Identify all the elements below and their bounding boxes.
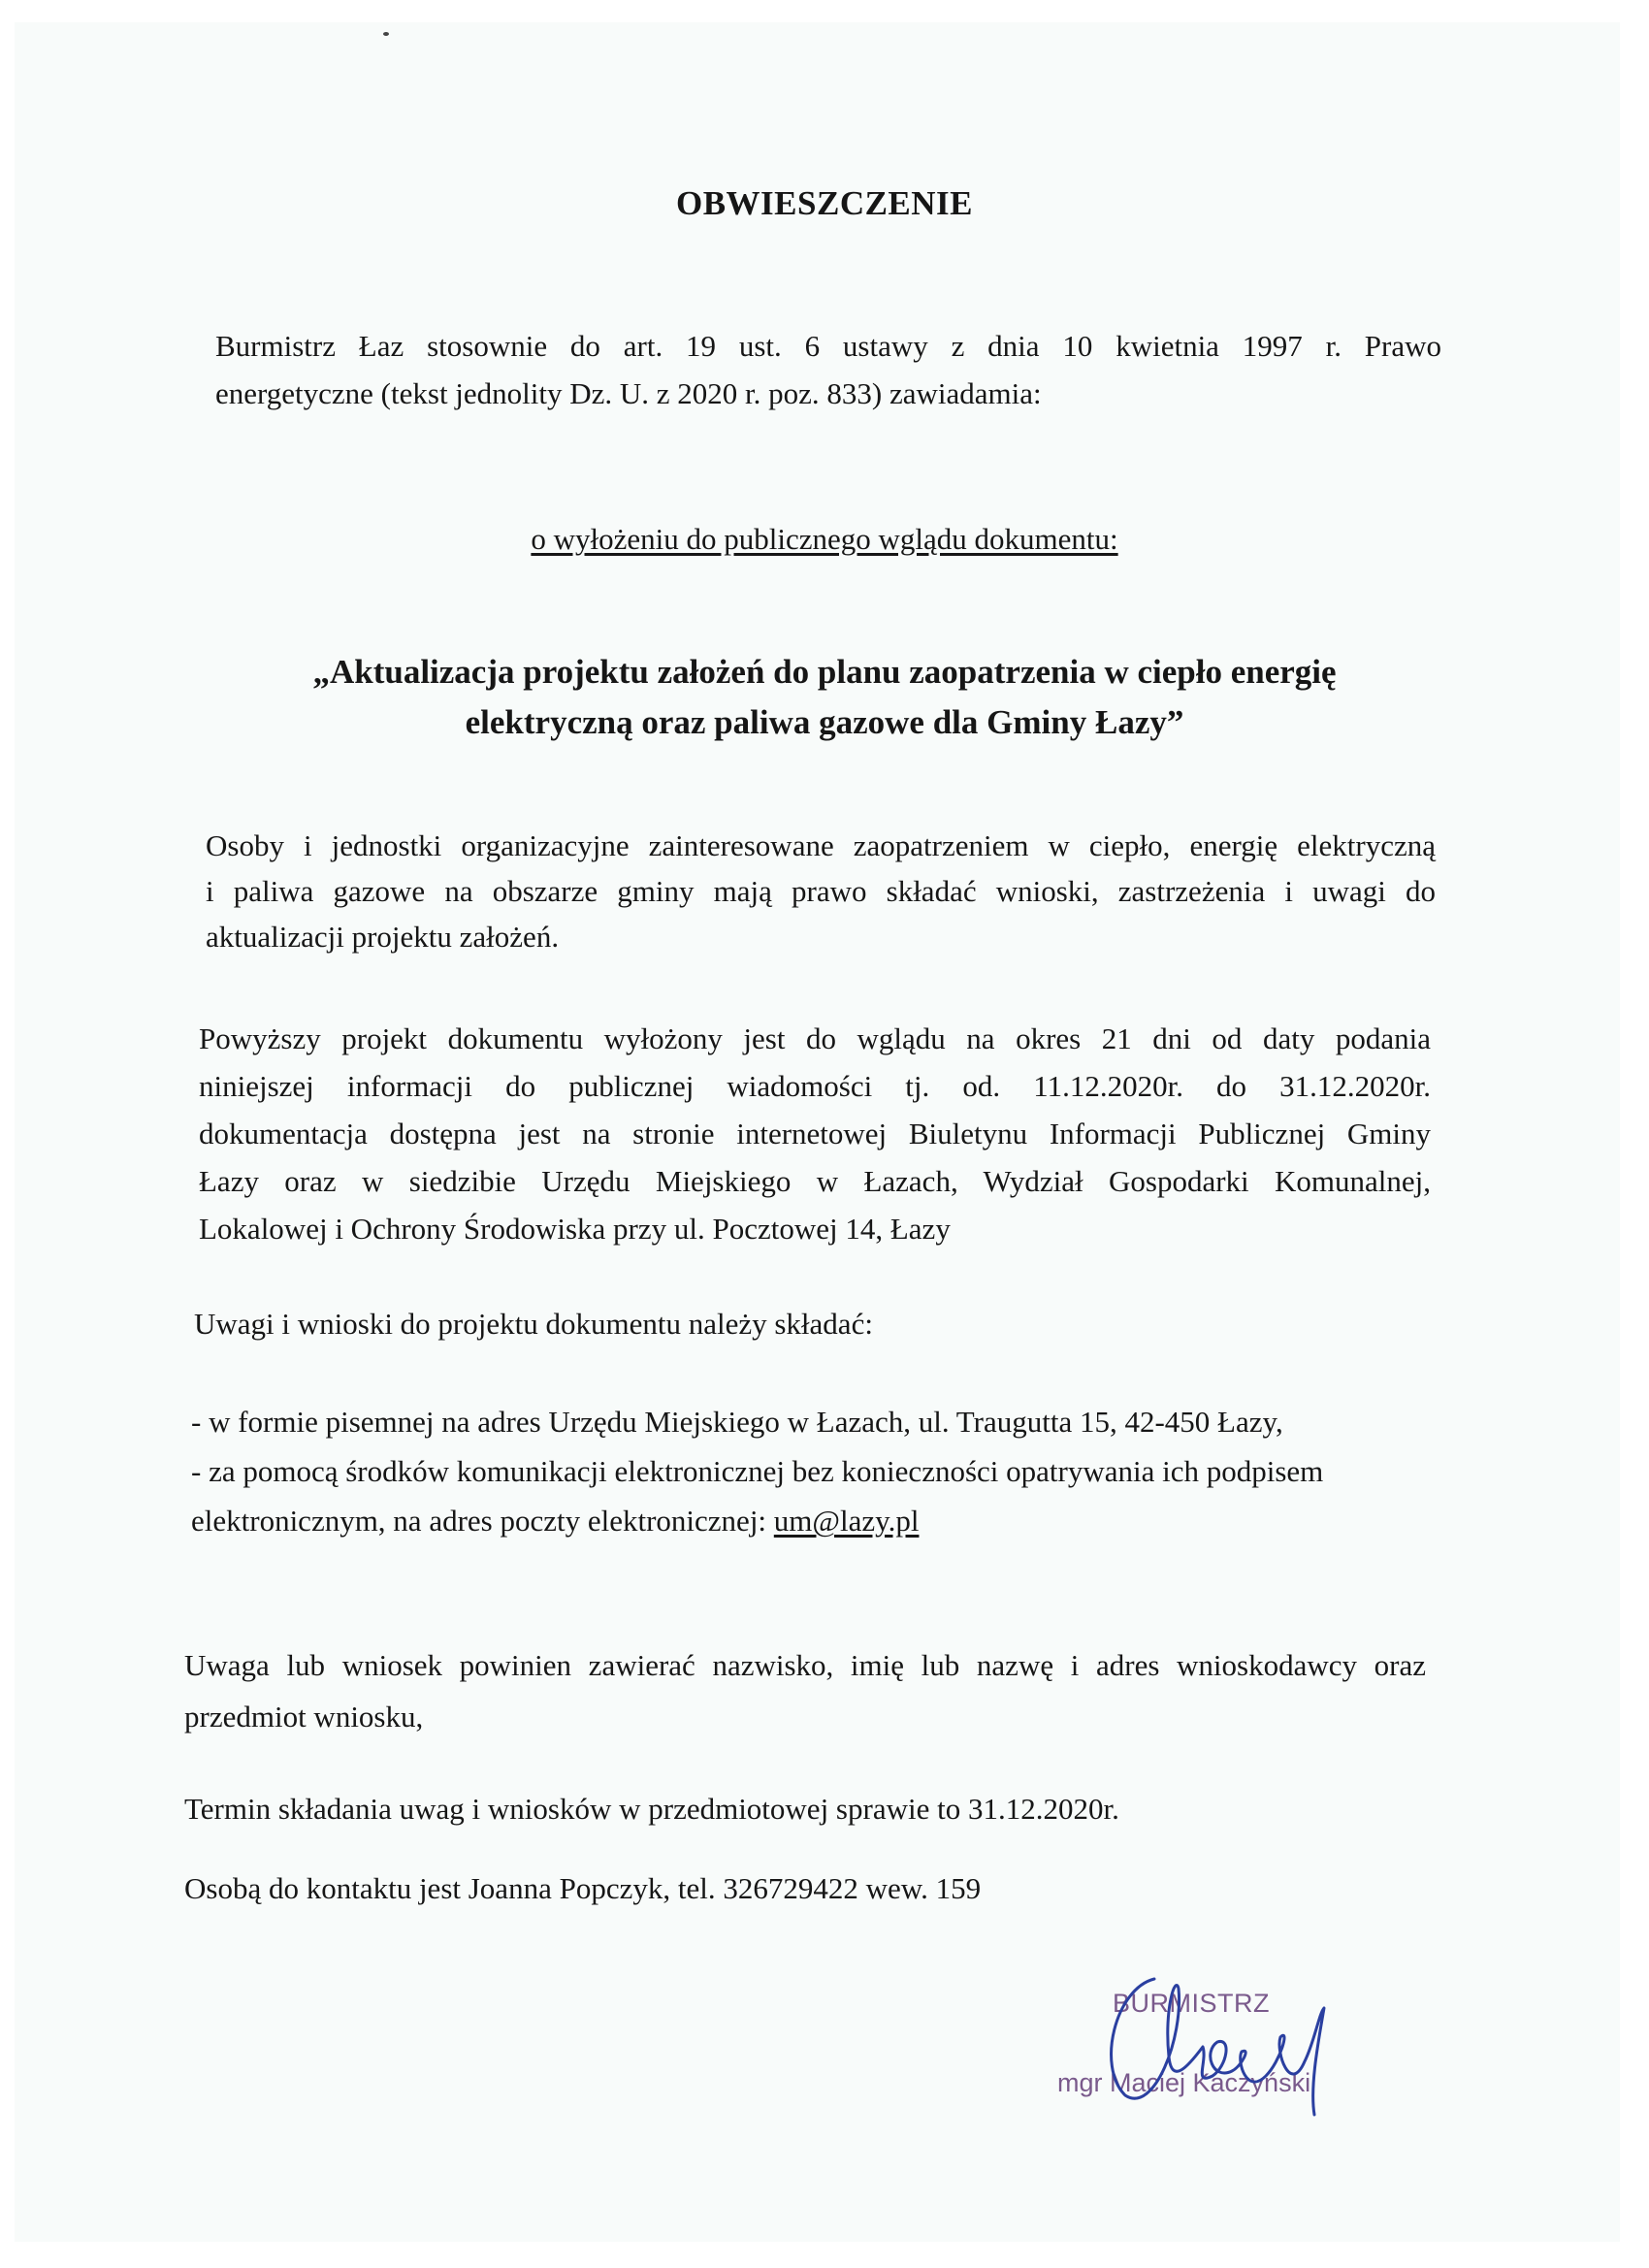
deadline-text: Termin składania uwag i wniosków w przedmiotowej sprawie to 31.12.2020r. (184, 1792, 1119, 1826)
paragraph-line: i paliwa gazowe na obszarze gminy mają prawo składać wnioski, zastrzeżenia i uwagi do (206, 874, 1436, 908)
submission-options (191, 1397, 1423, 1545)
submission-option-electronic: - za pomocą środków komunikacji elektronicznej bez konieczności opatrywania ich podpisem (191, 1454, 1324, 1488)
requirements-paragraph (184, 1639, 1426, 1742)
scan-speck (383, 32, 389, 36)
paragraph-interested-parties (206, 823, 1436, 959)
paragraph-line: dokumentacja dostępna jest na stronie internetowej Biuletynu Informacji Publicznej Gminy (199, 1117, 1431, 1150)
paragraph-line: Osoby i jednostki organizacyjne zainteresowane zaopatrzeniem w ciepło, energię elektryczną (206, 828, 1436, 862)
submission-option-electronic-cont (191, 1496, 1423, 1545)
intro-line: Burmistrz Łaz stosownie do art. 19 ust. 6 ustawy z dnia 10 kwietnia 1997 r. Prawo (215, 329, 1441, 363)
stamp-name: mgr Maciej Kaczyński (1057, 2068, 1311, 2097)
paragraph-line: niniejszej informacji do publicznej wiadomości tj. od. 11.12.2020r. do 31.12.2020r. (199, 1069, 1431, 1103)
paragraph-line: Powyższy projekt dokumentu wyłożony jest do wglądu na okres 21 dni od daty podania (199, 1021, 1431, 1055)
submission-intro (194, 1300, 1426, 1347)
intro-paragraph (215, 322, 1441, 417)
contact-text: Osobą do kontaktu jest Joanna Popczyk, tel. 326729422 wew. 159 (184, 1871, 982, 1905)
deadline-paragraph (184, 1785, 1426, 1832)
email-label: elektronicznym, na adres poczty elektronicznej: (191, 1504, 774, 1538)
paragraph-line: aktualizacji projektu założeń. (206, 920, 560, 954)
contact-paragraph (184, 1864, 1426, 1912)
paragraph-line: Łazy oraz w siedzibie Urzędu Miejskiego w Łazach, Wydział Gospodarki Komunalnej, (199, 1164, 1431, 1198)
document-title (0, 647, 1649, 748)
paragraph-line: Lokalowej i Ochrony Środowiska przy ul. Pocztowej 14, Łazy (199, 1212, 951, 1246)
page-title: OBWIESZCZENIE (675, 184, 974, 222)
requirements-line: Uwaga lub wniosek powinien zawierać nazwisko, imię lub nazwę i adres wnioskodawcy oraz (184, 1648, 1426, 1682)
email-link[interactable]: um@lazy.pl (773, 1504, 920, 1538)
stamp-title: BURMISTRZ (1113, 1989, 1270, 2018)
document-title-line: „Aktualizacja projektu założeń do planu zaopatrzenia w ciepło energię (312, 653, 1337, 691)
intro-line: energetyczne (tekst jednolity Dz. U. z 2020 r. poz. 833) zawiadamia: (215, 376, 1042, 410)
handwritten-signature (1096, 1969, 1368, 2124)
submission-intro-text: Uwagi i wnioski do projektu dokumentu należy składać: (194, 1307, 873, 1341)
subheading-text: o wyłożeniu do publicznego wglądu dokumentu: (531, 522, 1118, 556)
subheading (0, 522, 1649, 557)
submission-option-written: - w formie pisemnej na adres Urzędu Miejskiego w Łazach, ul. Traugutta 15, 42-450 Łazy, (191, 1405, 1283, 1439)
requirements-line: przedmiot wniosku, (184, 1700, 424, 1733)
document-title-line: elektryczną oraz paliwa gazowe dla Gminy Łazy” (465, 703, 1184, 741)
paragraph-availability (199, 1015, 1431, 1252)
